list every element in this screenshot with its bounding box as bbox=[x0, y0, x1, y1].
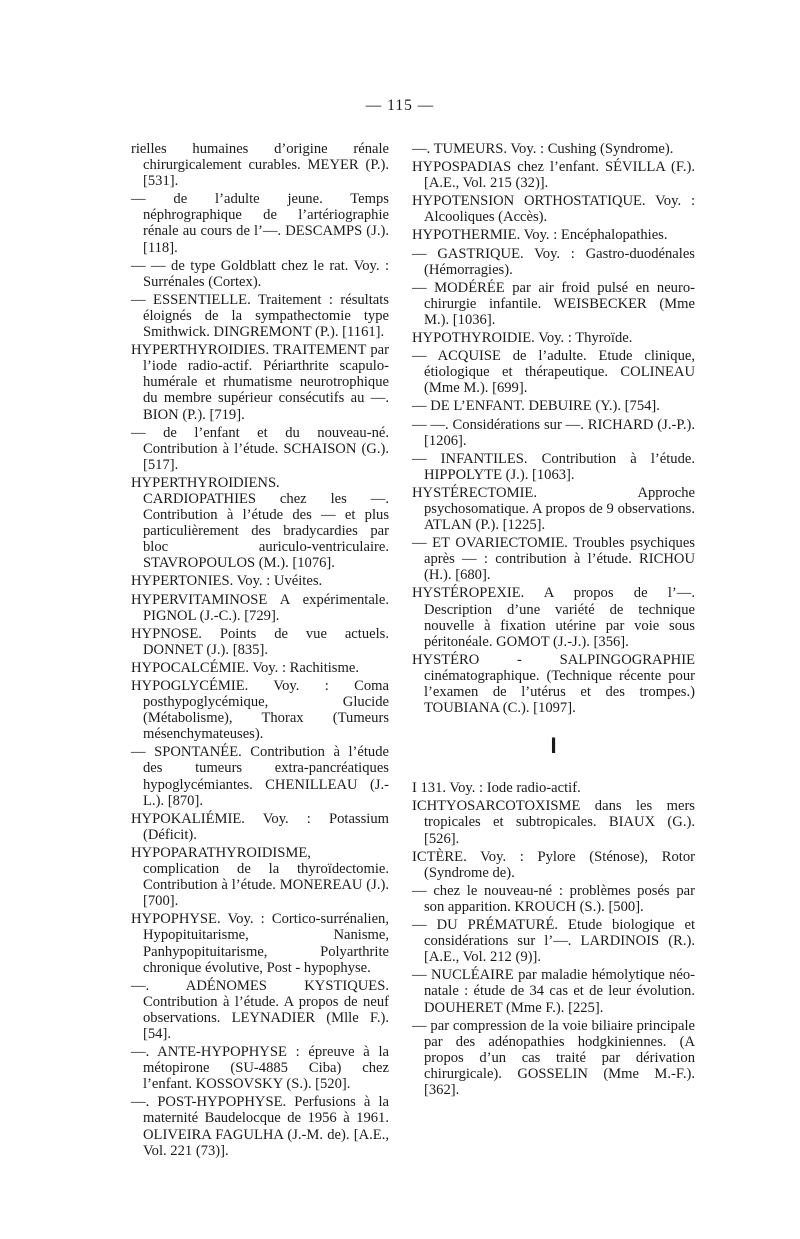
index-entry: — ACQUISE de l’adulte. Etude clinique, étiologique et thérapeutique. COLINEAU (Mme M.). [699]. bbox=[412, 348, 695, 397]
index-entry: HYPOKALIÉMIE. Voy. : Potassium (Déficit). bbox=[131, 810, 389, 843]
index-entry: — INFANTILES. Contribution à l’étude. HIPPOLYTE (J.). [1063]. bbox=[412, 450, 695, 483]
index-entry: — par compression de la voie biliaire principale par des adénopathies hodgkiniennes. (A propos d’un cas traité par dérivation chirurgicale). GOSSELIN (Mme M.-F.). [362]. bbox=[412, 1017, 695, 1098]
left-column bbox=[131, 141, 389, 1159]
index-entry: — ESSENTIELLE. Traitement : résultats éloignés de la sympathectomie type Smithwick. DINGREMONT (P.). [1161]. bbox=[131, 291, 389, 341]
index-entry: ICHTYOSARCOTOXISME dans les mers tropicales et subtropicales. BIAUX (G.). [526]. bbox=[412, 798, 695, 847]
page-number: — 115 — bbox=[365, 97, 435, 114]
index-entry: — de l’adulte jeune. Temps néphrographique de l’artériographie rénale au cours de l’—. DESCAMPS (J.). [118]. bbox=[131, 191, 389, 256]
index-entry: HYPERTONIES. Voy. : Uvéites. bbox=[131, 573, 323, 590]
letter-heading: I bbox=[550, 733, 557, 759]
right-column bbox=[412, 141, 695, 1098]
index-entry: HYPOPHYSE. Voy. : Cortico-surrénalien, Hypopituitarisme, Nanisme, Panhypopituitarisme, Polyarthrite chronique évolutive, Post - hypophyse. bbox=[131, 911, 389, 976]
index-entry: — DE L’ENFANT. DEBUIRE (Y.). [754]. bbox=[412, 398, 660, 415]
index-entry: HYPERVITAMINOSE A expérimentale. PIGNOL (J.-C.). [729]. bbox=[131, 591, 389, 624]
index-entry: ICTÈRE. Voy. : Pylore (Sténose), Rotor (Syndrome de). bbox=[412, 848, 695, 881]
index-entry: HYPERTHYROIDIENS. CARDIOPATHIES chez les —. Contribution à l’étude des — et plus particulièrement des bradycardies par bloc auriculo-ventriculaire. STAVROPOULOS (M.). [1076]. bbox=[131, 474, 389, 572]
index-entry: — NUCLÉAIRE par maladie hémolytique néo-natale : étude de 34 cas et de leur évolution. DOUHERET (Mme F.). [225]. bbox=[412, 967, 695, 1016]
index-entry: HYPOCALCÉMIE. Voy. : Rachitisme. bbox=[131, 659, 359, 676]
index-entry: — chez le nouveau-né : problèmes posés par son apparition. KROUCH (S.). [500]. bbox=[412, 882, 695, 915]
index-entry: HYPOTHYROIDIE. Voy. : Thyroïde. bbox=[412, 330, 633, 347]
index-entry: HYPOTENSION ORTHOSTATIQUE. Voy. : Alcooliques (Accès). bbox=[412, 193, 695, 226]
index-entry: — —. Considérations sur —. RICHARD (J.-P.). [1206]. bbox=[412, 416, 695, 449]
index-entry: HYSTÉRECTOMIE. Approche psychosomatique. A propos de 9 observations. ATLAN (P.). [1225]. bbox=[412, 484, 695, 534]
index-entry: — de l’enfant et du nouveau-né. Contribution à l’étude. SCHAISON (G.). [517]. bbox=[131, 424, 389, 473]
index-entry: — DU PRÉMATURÉ. Etude biologique et considérations sur l’—. LARDINOIS (R.). [A.E., Vol. 212 (9)]. bbox=[412, 917, 695, 966]
index-entry: HYPERTHYROIDIES. TRAITEMENT par l’iode radio-actif. Périarthrite scapulo-humérale et rhumatisme neurotrophique du membre supérieur consécutifs au —. BION (P.). [719]. bbox=[131, 342, 389, 423]
index-entry: HYPOTHERMIE. Voy. : Encéphalopathies. bbox=[412, 227, 668, 244]
index-entry: HYPOPARATHYROIDISME, complication de la thyroïdectomie. Contribution à l’étude. MONEREAU (J.). [700]. bbox=[131, 844, 389, 910]
index-entry: HYPNOSE. Points de vue actuels. DONNET (J.). [835]. bbox=[131, 625, 389, 658]
index-entry: HYSTÉROPEXIE. A propos de l’—. Description d’une variété de technique nouvelle à fixation utérine par voie sous péritonéale. GOMOT (J.-J.). [356]. bbox=[412, 585, 695, 650]
index-entry: — ET OVARIECTOMIE. Troubles psychiques après — : contribution à l’étude. RICHOU (H.). [680]. bbox=[412, 535, 695, 584]
index-entry: —. ANTE-HYPOPHYSE : épreuve à la métopirone (SU-4885 Ciba) chez l’enfant. KOSSOVSKY (S.). [520]. bbox=[131, 1044, 389, 1093]
index-entry: —. POST-HYPOPHYSE. Perfusions à la maternité Baudelocque de 1956 à 1961. OLIVEIRA FAGULHA (J.-M. de). [A.E., Vol. 221 (73)]. bbox=[131, 1094, 389, 1159]
index-entry: HYPOSPADIAS chez l’enfant. SÉVILLA (F.). [A.E., Vol. 215 (32)]. bbox=[412, 159, 695, 192]
index-entry: HYPOGLYCÉMIE. Voy. : Coma posthypoglycémique, Glucide (Métabolisme), Thorax (Tumeurs mésenchymateuses). bbox=[131, 678, 389, 743]
index-entry: I 131. Voy. : Iode radio-actif. bbox=[412, 780, 581, 797]
index-entry: — — de type Goldblatt chez le rat. Voy. : Surrénales (Cortex). bbox=[131, 257, 389, 290]
index-entry: HYSTÉRO - SALPINGOGRAPHIE cinématographique. (Technique récente pour l’examen de l’utérus et des trompes.) TOUBIANA (C.). [1097]. bbox=[412, 651, 695, 717]
index-entry: —. ADÉNOMES KYSTIQUES. Contribution à l’étude. A propos de neuf observations. LEYNADIER (Mlle F.). [54]. bbox=[131, 977, 389, 1042]
index-entry: — MODÉRÉE par air froid pulsé en neuro-chirurgie infantile. WEISBECKER (Mme M.). [1036]. bbox=[412, 279, 695, 328]
index-entry: —. TUMEURS. Voy. : Cushing (Syndrome). bbox=[412, 141, 674, 157]
index-entry: — SPONTANÉE. Contribution à l’étude des tumeurs extra-pancréatiques hypoglycémiantes. CHENILLEAU (J.-L.). [870]. bbox=[131, 744, 389, 809]
index-entry: — GASTRIQUE. Voy. : Gastro-duodénales (Hémorragies). bbox=[412, 245, 695, 278]
index-entry: rielles humaines d’origine rénale chirurgicalement curables. MEYER (P.). [531]. bbox=[131, 141, 389, 190]
